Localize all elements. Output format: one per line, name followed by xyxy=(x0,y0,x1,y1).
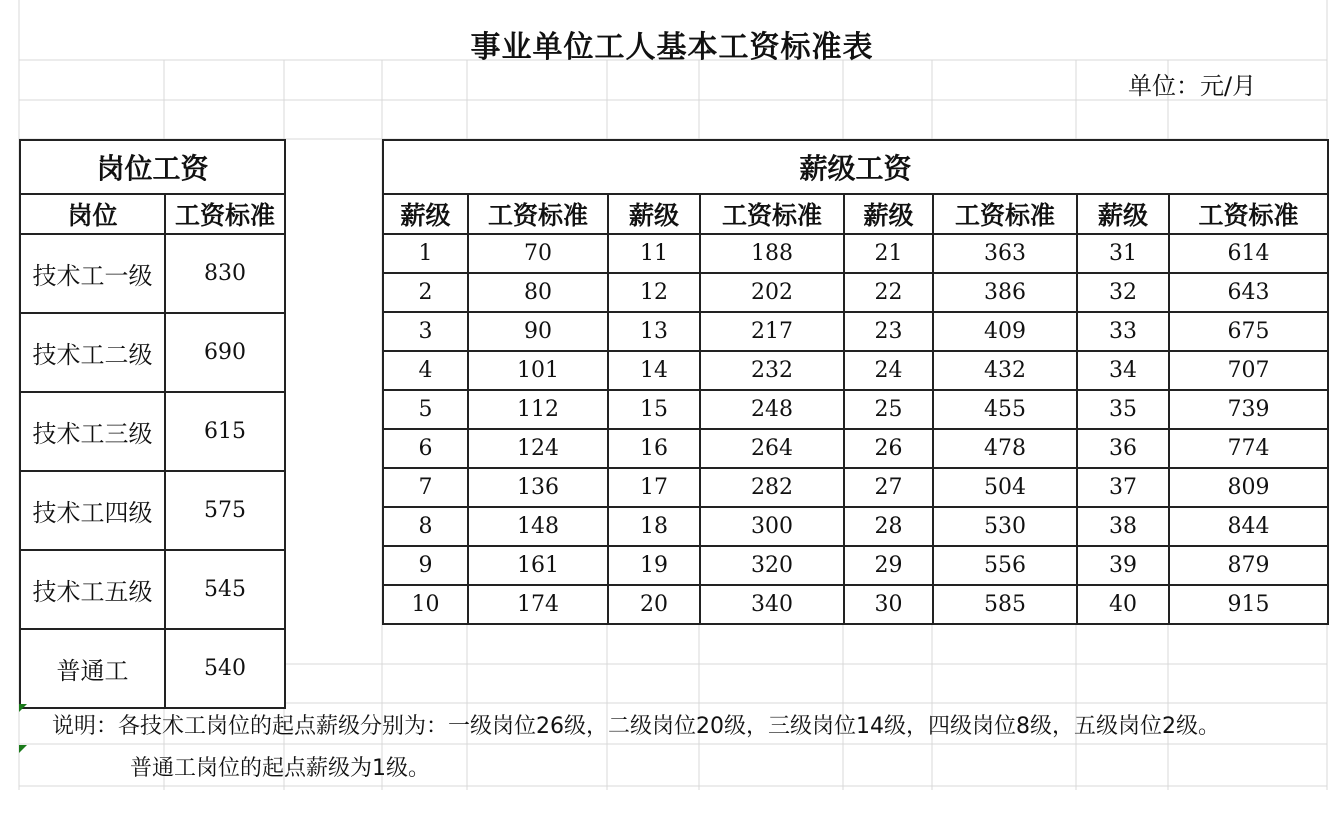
standard-cell[interactable]: 455 xyxy=(933,390,1077,429)
table-row xyxy=(383,351,1328,390)
post-name[interactable]: 技术工五级 xyxy=(20,550,165,629)
standard-cell[interactable]: 112 xyxy=(468,390,608,429)
grade-cell[interactable]: 2 xyxy=(383,273,468,312)
grade-cell[interactable]: 28 xyxy=(844,507,933,546)
post-name[interactable]: 技术工二级 xyxy=(20,313,165,392)
table-row xyxy=(20,392,285,471)
standard-cell[interactable]: 264 xyxy=(700,429,844,468)
grade-cell[interactable]: 1 xyxy=(383,234,468,273)
standard-cell[interactable]: 136 xyxy=(468,468,608,507)
grade-cell[interactable]: 10 xyxy=(383,585,468,624)
grade-cell[interactable]: 29 xyxy=(844,546,933,585)
table-row xyxy=(383,234,1328,273)
grade-cell[interactable]: 7 xyxy=(383,468,468,507)
table-row xyxy=(383,468,1328,507)
standard-cell[interactable]: 70 xyxy=(468,234,608,273)
table-row xyxy=(20,550,285,629)
grade-cell[interactable]: 39 xyxy=(1077,546,1169,585)
table-row xyxy=(383,507,1328,546)
grade-cell[interactable]: 8 xyxy=(383,507,468,546)
standard-cell[interactable]: 101 xyxy=(468,351,608,390)
grade-cell[interactable]: 13 xyxy=(608,312,700,351)
grade-column-header: 薪级 xyxy=(608,194,700,234)
standard-cell[interactable]: 739 xyxy=(1169,390,1328,429)
standard-cell[interactable]: 124 xyxy=(468,429,608,468)
grade-cell[interactable]: 24 xyxy=(844,351,933,390)
standard-cell[interactable]: 188 xyxy=(700,234,844,273)
post-standard[interactable]: 540 xyxy=(165,629,285,708)
table-row xyxy=(20,313,285,392)
grade-column-header: 薪级 xyxy=(844,194,933,234)
grade-cell[interactable]: 30 xyxy=(844,585,933,624)
grade-column-header: 薪级 xyxy=(1077,194,1169,234)
sheet-title: 事业单位工人基本工资标准表 xyxy=(470,30,874,65)
post-standard[interactable]: 690 xyxy=(165,313,285,392)
grade-cell[interactable]: 6 xyxy=(383,429,468,468)
standard-cell[interactable]: 386 xyxy=(933,273,1077,312)
standard-cell[interactable]: 202 xyxy=(700,273,844,312)
standard-cell[interactable]: 707 xyxy=(1169,351,1328,390)
grade-cell[interactable]: 20 xyxy=(608,585,700,624)
standard-cell[interactable]: 556 xyxy=(933,546,1077,585)
table-row xyxy=(20,234,285,313)
grade-cell[interactable]: 19 xyxy=(608,546,700,585)
standard-cell[interactable]: 915 xyxy=(1169,585,1328,624)
grade-cell[interactable]: 14 xyxy=(608,351,700,390)
post-standard[interactable]: 545 xyxy=(165,550,285,629)
note-line-1: 说明：各技术工岗位的起点薪级分别为：一级岗位26级，二级岗位20级，三级岗位14级，四级岗位8级，五级岗位2级。 xyxy=(52,714,1220,739)
standard-cell[interactable]: 478 xyxy=(933,429,1077,468)
standard-cell[interactable]: 232 xyxy=(700,351,844,390)
post-name[interactable]: 普通工 xyxy=(20,629,165,708)
standard-cell[interactable]: 409 xyxy=(933,312,1077,351)
standard-cell[interactable]: 340 xyxy=(700,585,844,624)
grade-cell[interactable]: 15 xyxy=(608,390,700,429)
unit-label: 单位：元/月 xyxy=(1128,72,1257,100)
post-name[interactable]: 技术工一级 xyxy=(20,234,165,313)
grade-cell[interactable]: 37 xyxy=(1077,468,1169,507)
table-row xyxy=(383,546,1328,585)
standard-cell[interactable]: 614 xyxy=(1169,234,1328,273)
standard-column-header: 工资标准 xyxy=(933,194,1077,234)
table-row xyxy=(383,312,1328,351)
standard-cell[interactable]: 90 xyxy=(468,312,608,351)
grade-cell[interactable]: 40 xyxy=(1077,585,1169,624)
standard-cell[interactable]: 174 xyxy=(468,585,608,624)
grade-cell[interactable]: 17 xyxy=(608,468,700,507)
grade-cell[interactable]: 23 xyxy=(844,312,933,351)
standard-column-header: 工资标准 xyxy=(165,194,285,234)
grade-cell[interactable]: 12 xyxy=(608,273,700,312)
grade-cell[interactable]: 21 xyxy=(844,234,933,273)
standard-cell[interactable]: 248 xyxy=(700,390,844,429)
post-name[interactable]: 技术工三级 xyxy=(20,392,165,471)
standard-cell[interactable]: 643 xyxy=(1169,273,1328,312)
post-salary-heading: 岗位工资 xyxy=(20,140,285,194)
grade-cell[interactable]: 31 xyxy=(1077,234,1169,273)
standard-cell[interactable]: 774 xyxy=(1169,429,1328,468)
table-row xyxy=(383,390,1328,429)
post-standard[interactable]: 615 xyxy=(165,392,285,471)
standard-column-header: 工资标准 xyxy=(700,194,844,234)
grade-cell[interactable]: 25 xyxy=(844,390,933,429)
grade-cell[interactable]: 18 xyxy=(608,507,700,546)
cell-comment-marker xyxy=(19,745,27,753)
cell-comment-marker xyxy=(19,704,27,712)
standard-cell[interactable]: 80 xyxy=(468,273,608,312)
standard-cell[interactable]: 148 xyxy=(468,507,608,546)
standard-cell[interactable]: 879 xyxy=(1169,546,1328,585)
standard-cell[interactable]: 504 xyxy=(933,468,1077,507)
standard-cell[interactable]: 300 xyxy=(700,507,844,546)
standard-cell[interactable]: 530 xyxy=(933,507,1077,546)
grade-cell[interactable]: 5 xyxy=(383,390,468,429)
grade-cell[interactable]: 36 xyxy=(1077,429,1169,468)
post-standard[interactable]: 830 xyxy=(165,234,285,313)
standard-cell[interactable]: 363 xyxy=(933,234,1077,273)
grade-cell[interactable]: 16 xyxy=(608,429,700,468)
grade-cell[interactable]: 33 xyxy=(1077,312,1169,351)
grade-cell[interactable]: 26 xyxy=(844,429,933,468)
grade-cell[interactable]: 11 xyxy=(608,234,700,273)
grade-cell[interactable]: 27 xyxy=(844,468,933,507)
standard-cell[interactable]: 585 xyxy=(933,585,1077,624)
standard-cell[interactable]: 282 xyxy=(700,468,844,507)
table-row xyxy=(383,273,1328,312)
standard-column-header: 工资标准 xyxy=(468,194,608,234)
post-standard[interactable]: 575 xyxy=(165,471,285,550)
standard-cell[interactable]: 675 xyxy=(1169,312,1328,351)
standard-cell[interactable]: 217 xyxy=(700,312,844,351)
table-row xyxy=(383,585,1328,624)
grade-cell[interactable]: 38 xyxy=(1077,507,1169,546)
post-name[interactable]: 技术工四级 xyxy=(20,471,165,550)
standard-cell[interactable]: 161 xyxy=(468,546,608,585)
grade-salary-heading: 薪级工资 xyxy=(383,140,1328,194)
standard-cell[interactable]: 320 xyxy=(700,546,844,585)
grade-cell[interactable]: 9 xyxy=(383,546,468,585)
grade-cell[interactable]: 22 xyxy=(844,273,933,312)
standard-column-header: 工资标准 xyxy=(1169,194,1328,234)
grade-cell[interactable]: 34 xyxy=(1077,351,1169,390)
standard-cell[interactable]: 844 xyxy=(1169,507,1328,546)
grade-cell[interactable]: 4 xyxy=(383,351,468,390)
standard-cell[interactable]: 809 xyxy=(1169,468,1328,507)
grade-cell[interactable]: 32 xyxy=(1077,273,1169,312)
post-column-header: 岗位 xyxy=(20,194,165,234)
table-row xyxy=(20,471,285,550)
grade-column-header: 薪级 xyxy=(383,194,468,234)
note-line-2: 普通工岗位的起点薪级为1级。 xyxy=(130,756,430,781)
table-row xyxy=(383,429,1328,468)
grade-salary-table xyxy=(382,139,1329,625)
grade-cell[interactable]: 3 xyxy=(383,312,468,351)
standard-cell[interactable]: 432 xyxy=(933,351,1077,390)
table-row xyxy=(20,629,285,708)
post-salary-table xyxy=(19,139,286,709)
grade-cell[interactable]: 35 xyxy=(1077,390,1169,429)
